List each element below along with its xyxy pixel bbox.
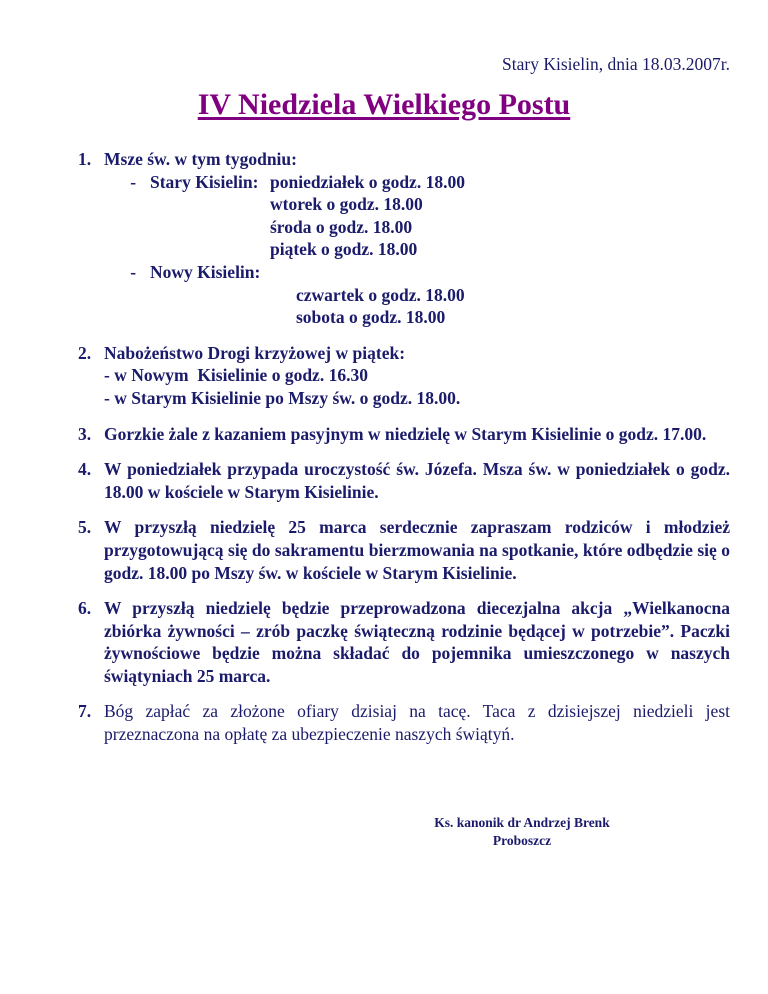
item-text: W przyszłą niedzielę będzie przeprowadzona diecezjalna akcja „Wielkanocna zbiórka żywności – zrób paczkę świąteczną rodzinie będącej w potrzebie”. Paczki żywnościowe będzie można składać do pojemnika umieszczonego w naszych świątyniach 25 marca. (104, 598, 730, 686)
mass-time: wtorek o godz. 18.00 (270, 194, 423, 215)
item-number: 6. (78, 598, 92, 619)
signature (416, 814, 628, 850)
mass-row-stary: - Stary Kisielin: poniedziałek o godz. 18.00 wtorek o godz. 18.00 środa o godz. 18.00 piątek o godz. 18.00 (104, 171, 465, 260)
item-number: 3. (78, 423, 92, 444)
stary-label: Stary Kisielin: (150, 171, 259, 192)
list-item-1 (78, 148, 730, 329)
nowy-label: Nowy Kisielin: (150, 261, 261, 282)
page-title: IV Niedziela Wielkiego Postu (197, 88, 571, 121)
item-text: W poniedziałek przypada uroczystość św. Józefa. Msza św. w poniedziałek o godz. 18.00 w kościele w Starym Kisielinie. (104, 459, 730, 502)
item-number: 5. (78, 517, 92, 538)
mass-time: piątek o godz. 18.00 (270, 239, 418, 260)
dateline: Stary Kisielin, dnia 18.03.2007r. (502, 54, 730, 74)
list-item-4 (78, 458, 730, 503)
list-item-2 (78, 342, 730, 410)
item-text: Bóg zapłać za złożone ofiary dzisiaj na tacę. Taca z dzisiejszej niedzieli jest przeznaczona na opłatę za ubezpieczenie naszych świątyń. (104, 701, 730, 745)
mass-row-nowy: - Nowy Kisielin: (104, 261, 730, 284)
list-item-5 (78, 516, 730, 584)
list-item-3 (78, 423, 730, 446)
mass-time: sobota o godz. 18.00 (296, 307, 446, 328)
signature-role: Proboszcz (492, 833, 552, 848)
mass-time: czwartek o godz. 18.00 (296, 284, 465, 305)
item-text: Gorzkie żale z kazaniem pasyjnym w niedzielę w Starym Kisielinie o godz. 17.00. (104, 423, 707, 444)
item-number: 4. (78, 459, 92, 480)
signature-name: Ks. kanonik dr Andrzej Brenk (434, 815, 610, 830)
mass-time: środa o godz. 18.00 (270, 216, 413, 237)
item-number: 7. (78, 701, 92, 722)
item-heading: Msze św. w tym tygodniu: (104, 149, 297, 169)
item-text: W przyszłą niedzielę 25 marca serdecznie zapraszam rodziców i młodzież przygotowującą się do sakramentu bierzmowania na spotkanie, które odbędzie się o godz. 18.00 po Mszy św. w kościele w Starym Kisielinie. (104, 517, 730, 583)
item-number: 2. (78, 342, 92, 363)
item-heading: Nabożeństwo Drogi krzyżowej w piątek: (104, 342, 406, 363)
list-item-7 (78, 700, 730, 745)
list-item-6 (78, 597, 730, 687)
mass-time: poniedziałek o godz. 18.00 (270, 171, 465, 192)
announcement-list (78, 148, 730, 759)
item-line: - w Nowym Kisielinie o godz. 16.30 (104, 365, 368, 386)
item-line: - w Starym Kisielinie po Mszy św. o godz. 18.00. (104, 387, 461, 408)
item-number: 1. (78, 149, 92, 169)
